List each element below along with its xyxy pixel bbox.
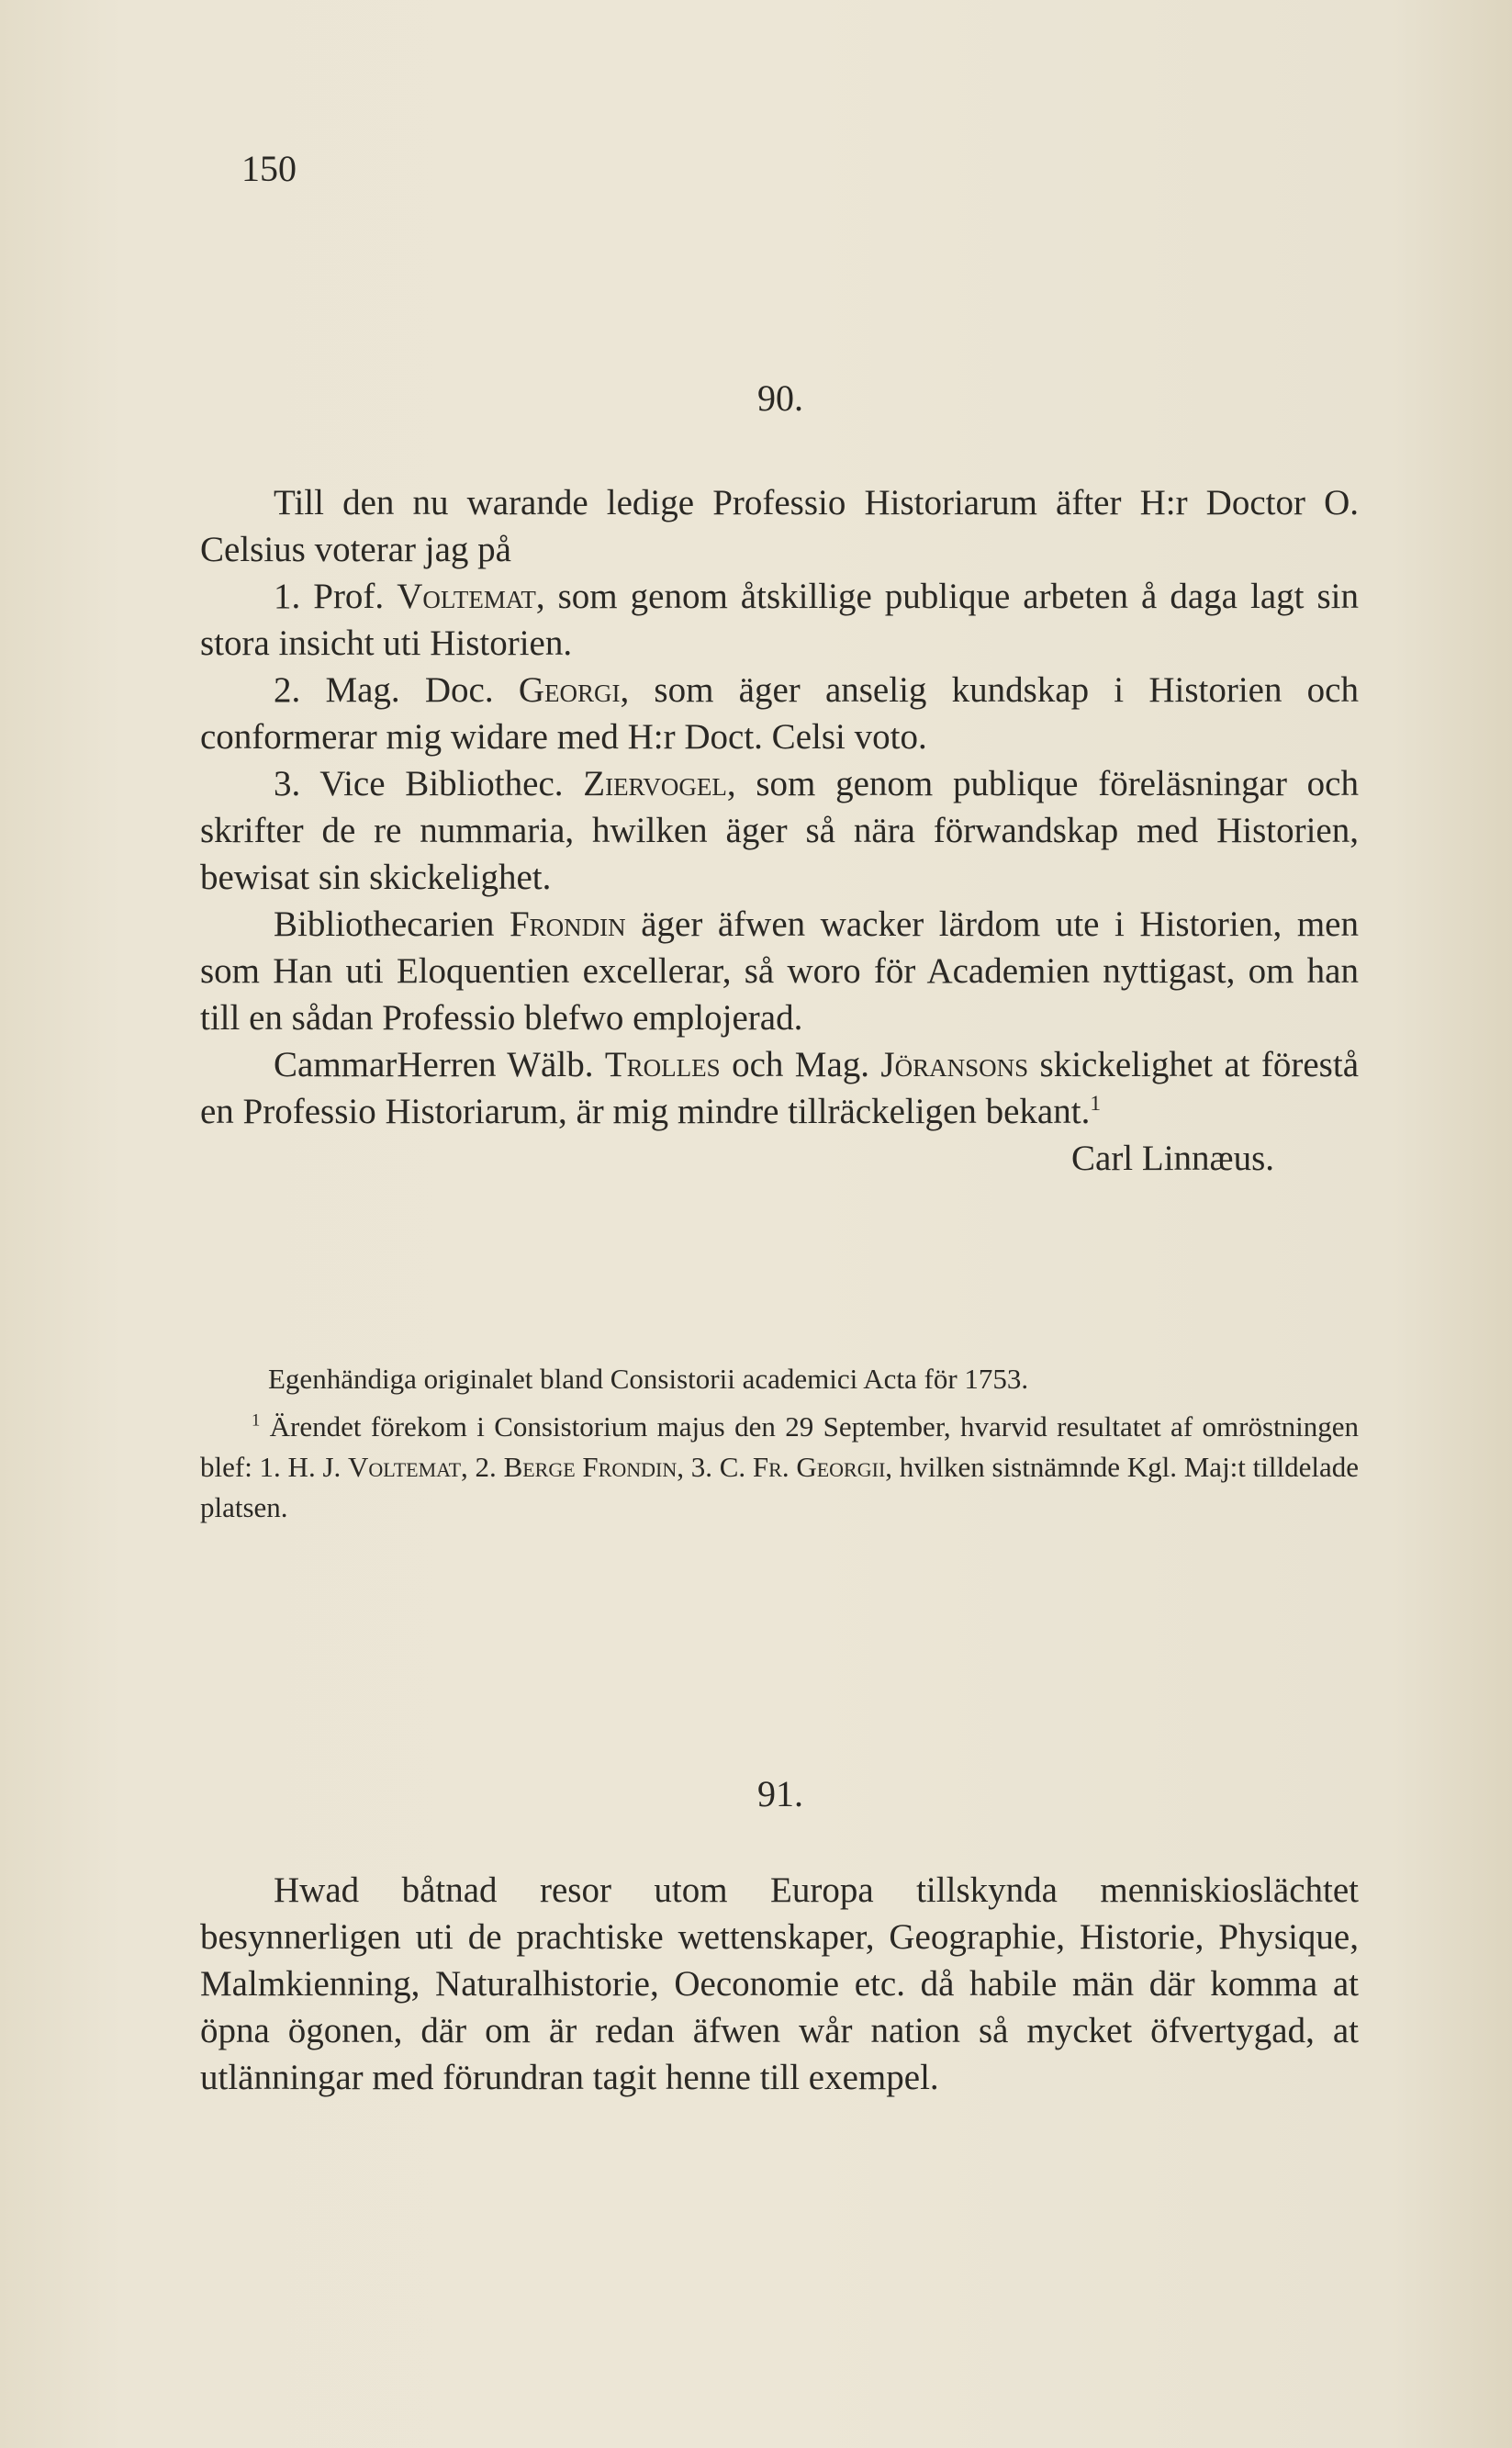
paragraph-intro: Till den nu warande ledige Professio Historiarum äfter H:r Doctor O. Celsius voterar jag på (200, 483, 1359, 569)
cammar-text: skickelighet at förestå en Professio Historiarum, är mig mindre tillräckeligen bekant. (200, 1045, 1359, 1131)
paragraph-item-3 (200, 760, 1359, 901)
paragraph-frondin (200, 901, 1359, 1041)
signature: Carl Linnæus. (1071, 1139, 1274, 1178)
cammar-name-joransons: Jöransons (880, 1045, 1029, 1084)
frondin-text: äger äfwen wacker lärdom ute i Historien, men som Han uti Eloquentien excellerar, så woro för Academien nyttigast, om han till en sådan Professio blefwo emplojerad. (200, 904, 1359, 1038)
item-1-text: , som genom åtskillige publique arbeten å daga lagt sin stora insicht uti Historien. (200, 577, 1359, 663)
section-90-notes (200, 1359, 1359, 1528)
item-2-name: Georgi (518, 670, 621, 710)
paragraph-item-2 (200, 667, 1359, 760)
source-note: Egenhändiga originalet bland Consistorii academici Acta för 1753. (268, 1363, 1029, 1395)
page-number: 150 (241, 148, 297, 189)
footnote (200, 1407, 1359, 1528)
section-90-body (200, 479, 1359, 1182)
paragraph-cammarherren (200, 1041, 1359, 1135)
section-number-91: 91. (757, 1773, 803, 1814)
section-91-body (200, 1867, 1359, 2101)
frondin-name: Frondin (509, 904, 626, 944)
paragraph-resor: Hwad båtnad resor utom Europa tillskynda menniskioslächtet besynnerligen uti de prachtiske wettenskaper, Geographie, Historie, Physique, Malmkienning, Naturalhistorie, Oeconomie etc. då habile män där komma at öpna ögonen, där om är redan äfwen wår nation så mycket öfvertygad, at utlänningar med förundran tagit henne till exempel. (200, 1870, 1359, 2097)
footnote-text-4: , hvilken sistnämnde Kgl. Maj:t tilldelade platsen. (200, 1451, 1359, 1523)
footnote-text-3: , 3. C. (677, 1451, 753, 1483)
item-2-prefix: 2. Mag. Doc. (274, 670, 519, 710)
footnote-name-frondin: Berge Frondin (503, 1451, 678, 1483)
item-3-text: , som genom publique föreläsningar och skrifter de re nummaria, hwilken äger så nära förwandskap med Historien, bewisat sin skickelighet. (200, 764, 1359, 897)
item-1-prefix: 1. Prof. (274, 577, 398, 616)
footnote-mark: 1 (252, 1410, 261, 1431)
cammar-middle: och Mag. (720, 1045, 881, 1084)
cammar-name-trolles: Trolles (604, 1045, 721, 1084)
footnote-text-1: Ärendet förekom i Consistorium majus den 29 September, hvarvid resultatet af omröstningen blef: 1. H. J. (200, 1410, 1359, 1483)
footnote-text-2: , 2. (461, 1451, 504, 1483)
item-3-prefix: 3. Vice Bibliothec. (274, 764, 584, 803)
item-1-name: Voltemat (397, 577, 536, 616)
paragraph-item-1 (200, 573, 1359, 667)
section-number-90: 90. (757, 377, 803, 419)
item-2-text: , som äger anselig kundskap i Historien och conformerar mig widare med H:r Doct. Celsi voto. (200, 670, 1359, 757)
footnote-name-georgii: Fr. Georgii (752, 1451, 886, 1483)
item-3-name: Ziervogel (583, 764, 727, 803)
footnote-reference: 1 (1090, 1092, 1102, 1116)
frondin-prefix: Bibliothecarien (274, 904, 510, 944)
cammar-prefix: CammarHerren Wälb. (274, 1045, 605, 1084)
footnote-name-voltemat: Voltemat (348, 1451, 462, 1483)
